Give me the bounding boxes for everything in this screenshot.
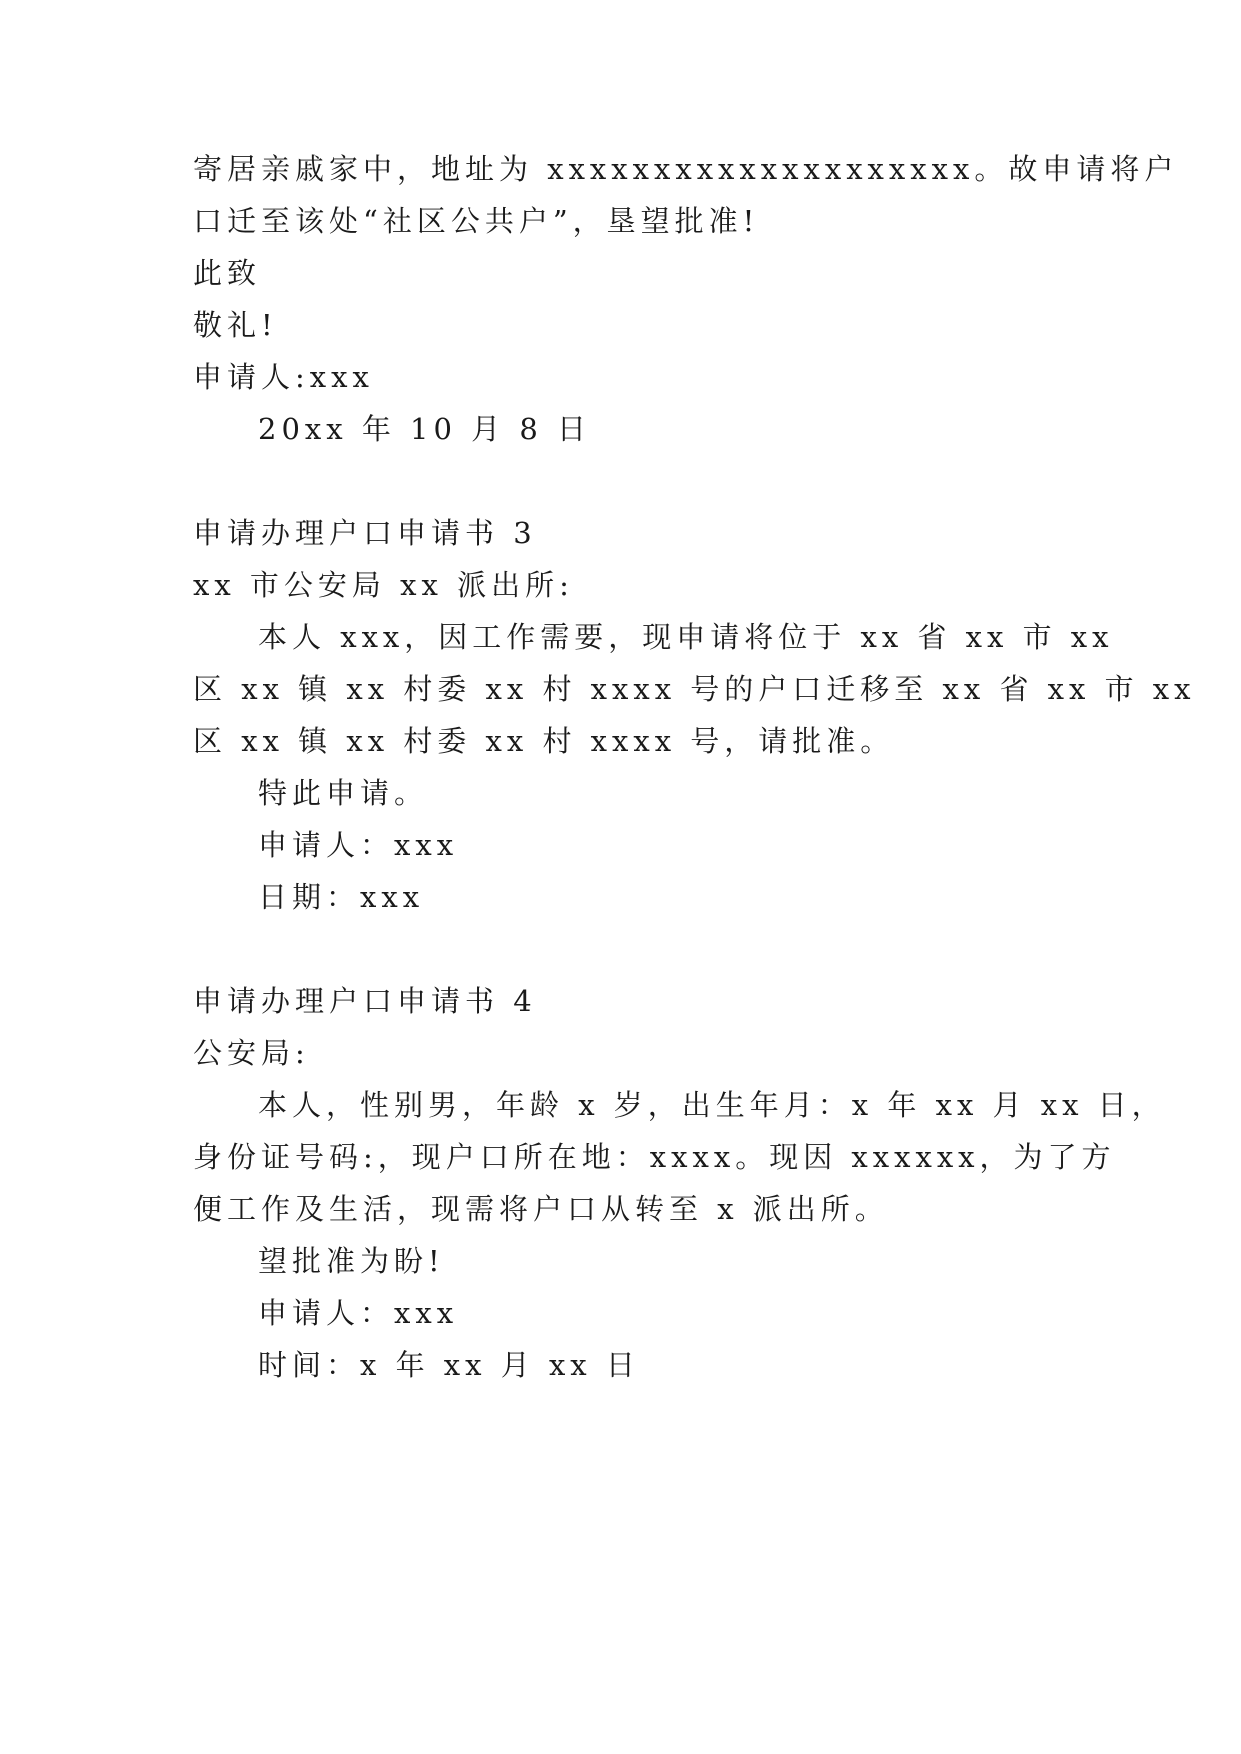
section3-closing: 特此申请。 [258,776,429,810]
section4-body-line-1: 本人，性别男，年龄 x 岁，出生年月：x 年 xx 月 xx 日， [258,1088,1166,1122]
section2-date: 20xx 年 10 月 8 日 [258,412,592,446]
section2-body-line-1: 寄居亲戚家中，地址为 xxxxxxxxxxxxxxxxxxxx。故申请将户 [193,152,1179,186]
section2-closing-1: 此致 [193,256,262,290]
section3-body-line-1: 本人 xxx，因工作需要，现申请将位于 xx 省 xx 市 xx [258,620,1114,654]
section4-recipient: 公安局: [193,1036,310,1070]
section2-applicant: 申请人:xxx [193,360,374,394]
section4-applicant: 申请人：xxx [258,1296,459,1330]
section2-body-line-2: 口迁至该处“社区公共户”，垦望批准! [193,204,760,238]
section3-body-line-2: 区 xx 镇 xx 村委 xx 村 xxxx 号的户口迁移至 xx 省 xx 市 xx [193,672,1196,706]
section4-body-line-2: 身份证号码:，现户口所在地：xxxx。现因 xxxxxx，为了方 [193,1140,1116,1174]
section2-closing-2: 敬礼! [193,308,278,342]
section4-body-line-3: 便工作及生活，现需将户口从转至 x 派出所。 [193,1192,889,1226]
section3-date: 日期：xxx [258,880,425,914]
section3-recipient: xx 市公安局 xx 派出所: [193,568,574,602]
section3-applicant: 申请人：xxx [258,828,459,862]
section3-title: 申请办理户口申请书 3 [193,516,537,550]
section3-body-line-3: 区 xx 镇 xx 村委 xx 村 xxxx 号，请批准。 [193,724,895,758]
section4-closing: 望批准为盼! [258,1244,445,1278]
section4-date: 时间：x 年 xx 月 xx 日 [258,1348,640,1382]
section4-title: 申请办理户口申请书 4 [193,984,537,1018]
